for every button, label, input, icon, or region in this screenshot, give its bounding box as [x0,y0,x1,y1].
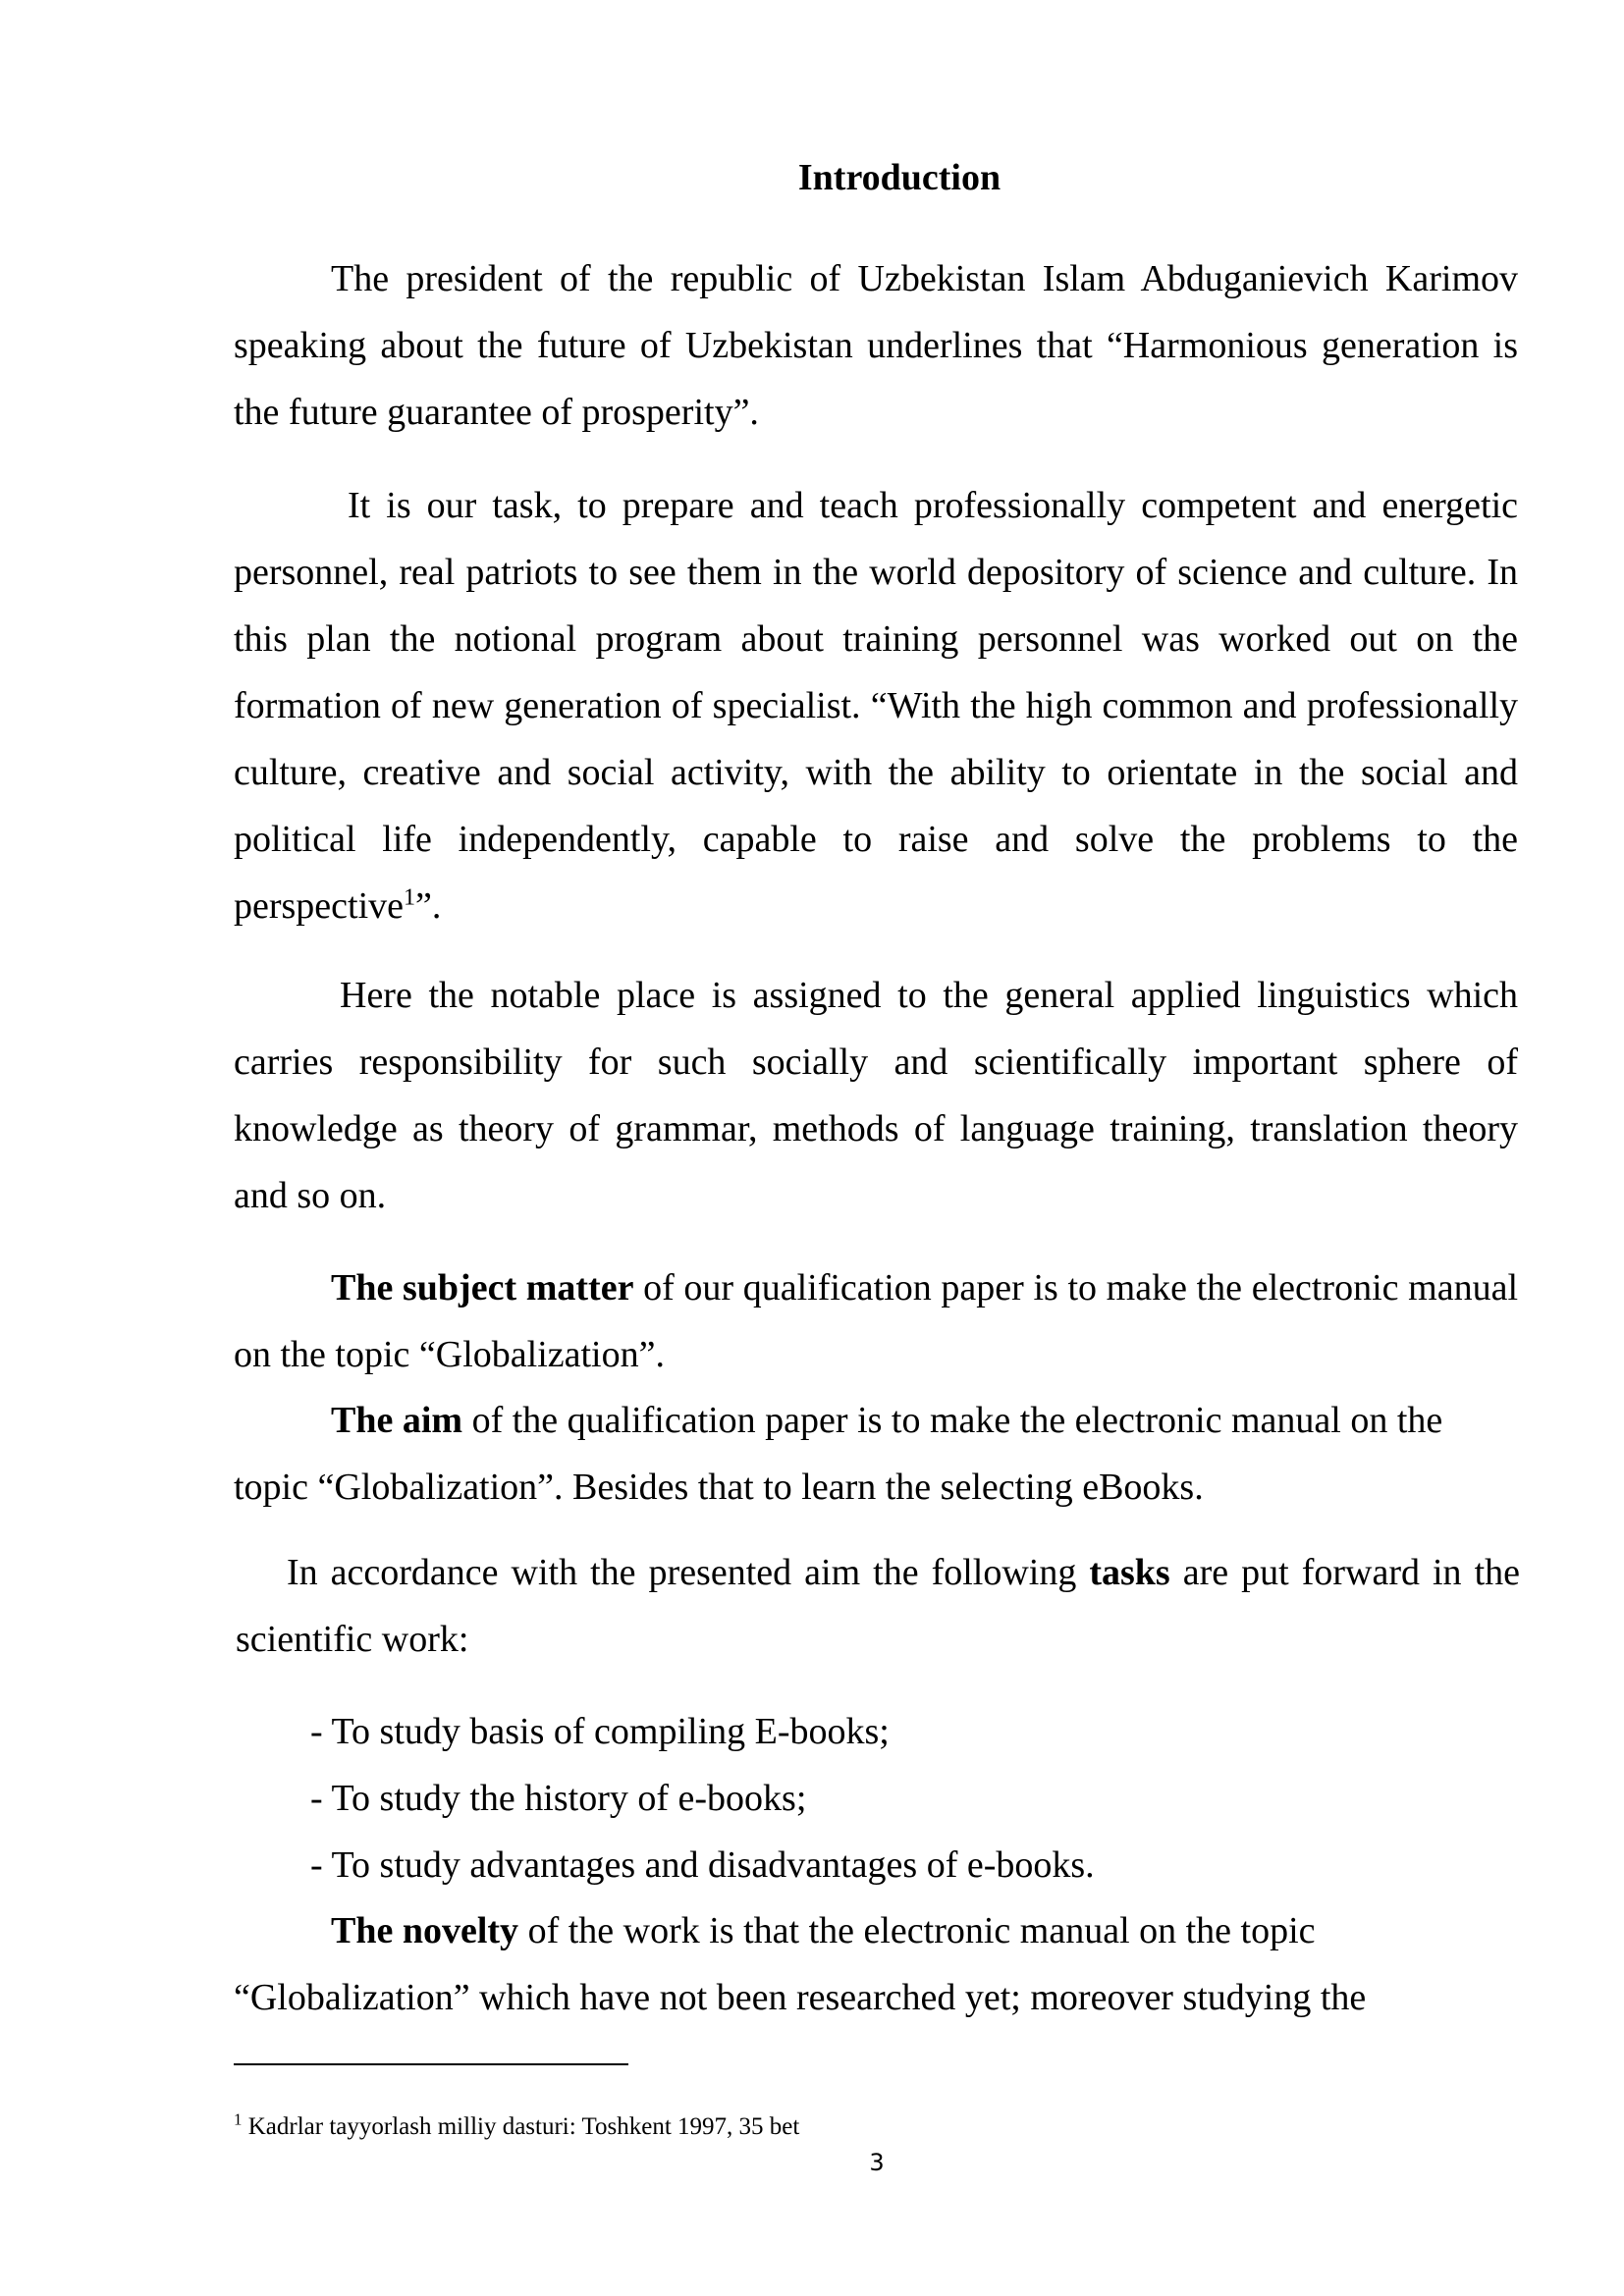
paragraph-aim [234,1387,1518,1521]
footnote-marker: 1 [234,2109,243,2129]
paragraph-task [234,472,1518,939]
paragraph-president-quote: The president of the republic of Uzbekistan Islam Abduganievich Karimov speaking about the future of Uzbekistan underlines that “Harmonious generation is the future guarantee of prosperity”. [234,258,1518,433]
footnote-reference: 1 [404,884,416,911]
tasks-intro-text: In accordance with the presented aim the following [287,1552,1090,1593]
list-item: - To study basis of compiling E-books; [310,1711,890,1752]
paragraph-novelty [234,1897,1518,2031]
novelty-text: of the work is that the electronic manual on the topic “Globalization” which have not been researched yet; moreover studying the [234,1910,1367,2018]
subject-matter-text: of our qualification paper is to make the electronic manual on the topic “Globalization”. [234,1267,1518,1375]
paragraph-applied-linguistics: Here the notable place is assigned to the general applied linguistics which carries responsibility for such socially and scientifically important sphere of knowledge as theory of grammar, methods of language training, translation theory and so on. [234,975,1518,1216]
subject-matter-label: The subject matter [331,1267,634,1308]
paragraph-subject-matter [234,1255,1518,1388]
page-title: Introduction [797,157,1001,198]
aim-text: of the qualification paper is to make the electronic manual on the topic “Globalization”. Besides that to learn the selecting eBooks. [234,1400,1443,1508]
footnote [234,2110,799,2144]
paragraph-task-text: It is our task, to prepare and teach professionally competent and energetic personnel, real patriots to see them in the world depository of science and culture. In this plan the notional program about training personnel was worked out on the formation of new generation of specialist. “With the high common and professionally culture, creative and social activity, with the ability to orientate in the social and political life independently, capable to raise and solve the problems to the perspective [234,485,1518,927]
aim-label: The aim [331,1400,463,1441]
tasks-label: tasks [1089,1552,1170,1593]
tasks-list [310,1698,1095,1898]
paragraph-tasks-intro [236,1539,1520,1673]
footnote-text: Kadrlar tayyorlash milliy dasturi: Toshkent 1997, 35 bet [242,2113,800,2140]
tasks-intro-rest: are put forward in the scientific work: [236,1552,1520,1660]
footnote-separator [234,2063,628,2065]
list-item: - To study advantages and disadvantages of e-books. [310,1844,1095,1886]
paragraph-task-tail: ”. [415,885,442,927]
page-number: 3 [869,2149,885,2176]
list-item: - To study the history of e-books; [310,1778,807,1819]
novelty-label: The novelty [331,1910,519,1951]
